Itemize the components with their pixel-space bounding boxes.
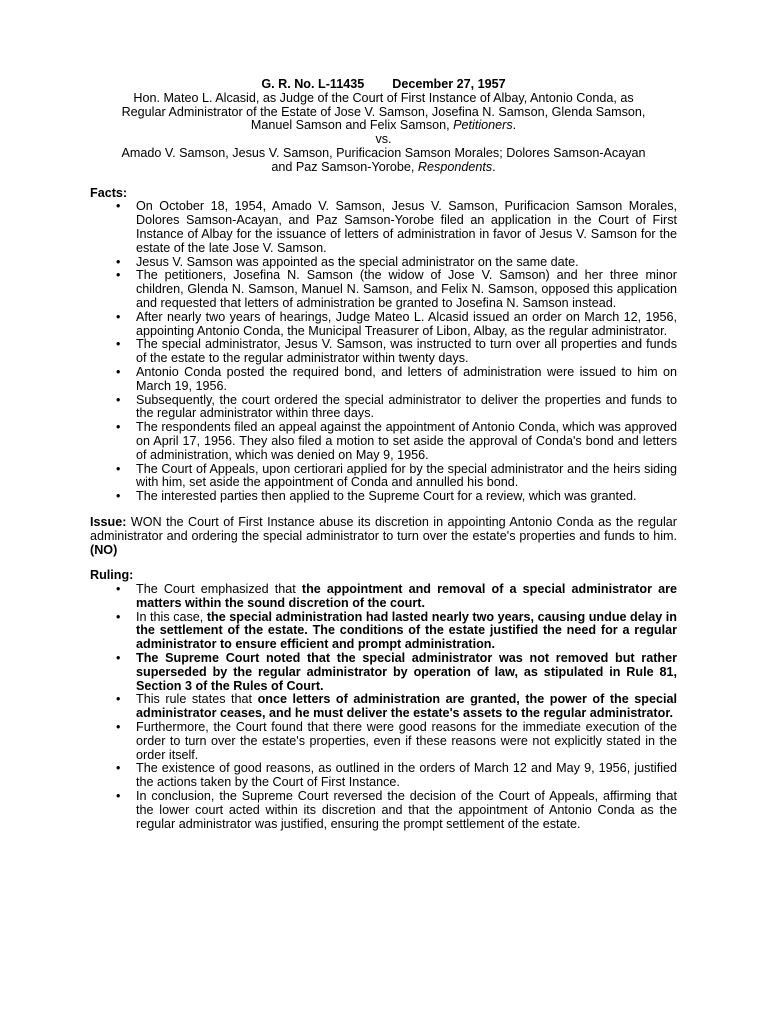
petitioners-names: Manuel Samson and Felix Samson, (250, 118, 454, 133)
fact-item: • Jesus V. Samson was appointed as the special administrator on the same date. (90, 256, 677, 270)
petitioners-line-3: Manuel Samson and Felix Samson, Petitioners. (250, 118, 517, 133)
fact-item: • The respondents filed an appeal against the appointment of Antonio Conda, which was approved on April 17, 1956. They also filed a motion to set aside the approval of Conda's bond and letters of administration, which was denied on May 9, 1956. (90, 421, 677, 462)
case-caption (90, 78, 677, 92)
respondents-names: and Paz Samson-Yorobe, (271, 159, 418, 174)
case-number: G. R. No. L-11435 (261, 77, 365, 91)
ruling-item: • The existence of good reasons, as outlined in the orders of March 12 and May 9, 1956, justified the actions taken by the Court of First Instance. (90, 762, 677, 790)
petitioners-line-2: Regular Administrator of the Estate of Jose V. Samson, Josefina N. Samson, Glenda Samson, (121, 104, 646, 119)
facts-list (90, 200, 677, 504)
issue-answer: (NO) (90, 542, 118, 557)
respondents-line-2: and Paz Samson-Yorobe, Respondents. (271, 159, 496, 174)
case-header (90, 78, 677, 175)
petitioners-line-1: Hon. Mateo L. Alcasid, as Judge of the Court of First Instance of Albay, Antonio Conda, as (133, 90, 634, 105)
respondents-label: Respondents (417, 159, 493, 174)
issue-paragraph (90, 516, 677, 557)
ruling-item (90, 583, 677, 611)
fact-item: • On October 18, 1954, Amado V. Samson, Jesus V. Samson, Purificacion Samson Morales, Dolores Samson-Acayan, and Paz Samson-Yorobe filed an application in the Court of First Instance of Albay for the issuance of letters of administration in favor of Jesus V. Samson for the estate of the late Jose V. Samson. (90, 200, 677, 255)
petitioners-label: Petitioners (453, 118, 513, 133)
ruling-item (90, 693, 677, 721)
fact-item: • The Court of Appeals, upon certiorari applied for by the special administrator and the heirs siding with him, set aside the appointment of Conda and annulled his bond. (90, 463, 677, 491)
ruling-item (90, 652, 677, 693)
versus: vs. (375, 132, 392, 147)
issue-label: Issue: (90, 514, 127, 529)
ruling-item: • In conclusion, the Supreme Court reversed the decision of the Court of Appeals, affirming that the lower court acted within its discretion and that the appointment of Antonio Conda as the regular administrator was justified, ensuring the prompt settlement of the estate. (90, 790, 677, 831)
ruling-item: • Furthermore, the Court found that there were good reasons for the immediate execution of the order to turn over the estate's properties, even if these reasons were not explicitly stated in the order itself. (90, 721, 677, 762)
ruling-text: In this case, (136, 609, 207, 624)
ruling-emphasis: once letters of administration are granted, the power of the special administrator ceases, and he must deliver the estate's assets to the regular administrator. (136, 692, 677, 721)
fact-item: • After nearly two years of hearings, Judge Mateo L. Alcasid issued an order on March 12, 1956, appointing Antonio Conda, the Municipal Treasurer of Libon, Albay, as the regular administrator. (90, 311, 677, 339)
ruling-list (90, 583, 677, 831)
ruling-emphasis: The Supreme Court noted that the special administrator was not removed but rather superseded by the regular administrator by operation of law, as stipulated in Rule 81, Section 3 of the Rules of Court. (136, 651, 677, 693)
issue-text: WON the Court of First Instance abuse its discretion in appointing Antonio Conda as the regular administrator and ordering the special administrator to turn over the estate's properties and funds to him. (90, 514, 677, 543)
fact-item: • Subsequently, the court ordered the special administrator to deliver the properties and funds to the regular administrator within three days. (90, 394, 677, 422)
fact-item: • The special administrator, Jesus V. Samson, was instructed to turn over all properties and funds of the estate to the regular administrator within twenty days. (90, 338, 677, 366)
ruling-emphasis: the special administration had lasted nearly two years, causing undue delay in the settlement of the estate. The conditions of the estate justified the need for a regular administrator to ensure efficient and prompt administration. (136, 609, 678, 652)
ruling-text: The Court emphasized that (136, 582, 302, 597)
ruling-heading: Ruling: (90, 568, 134, 583)
ruling-emphasis: the appointment and removal of a special administrator are matters within the sound discretion of the court. (136, 582, 677, 610)
fact-item: • The petitioners, Josefina N. Samson (the widow of Jose V. Samson) and her three minor children, Glenda N. Samson, Manuel N. Samson, and Felix N. Samson, opposed this application and requested that letters of administration be granted to Josefina N. Samson instead. (90, 269, 677, 310)
respondents-line-1: Amado V. Samson, Jesus V. Samson, Purificacion Samson Morales; Dolores Samson-Acayan (121, 145, 646, 160)
fact-item: • The interested parties then applied to the Supreme Court for a review, which was granted. (90, 490, 677, 504)
facts-heading: Facts: (90, 185, 128, 200)
ruling-item (90, 611, 677, 652)
ruling-text: This rule states that (136, 692, 258, 707)
fact-item: • Antonio Conda posted the required bond, and letters of administration were issued to him on March 19, 1956. (90, 366, 677, 394)
case-date: December 27, 1957 (392, 77, 506, 91)
document-page (90, 78, 677, 831)
